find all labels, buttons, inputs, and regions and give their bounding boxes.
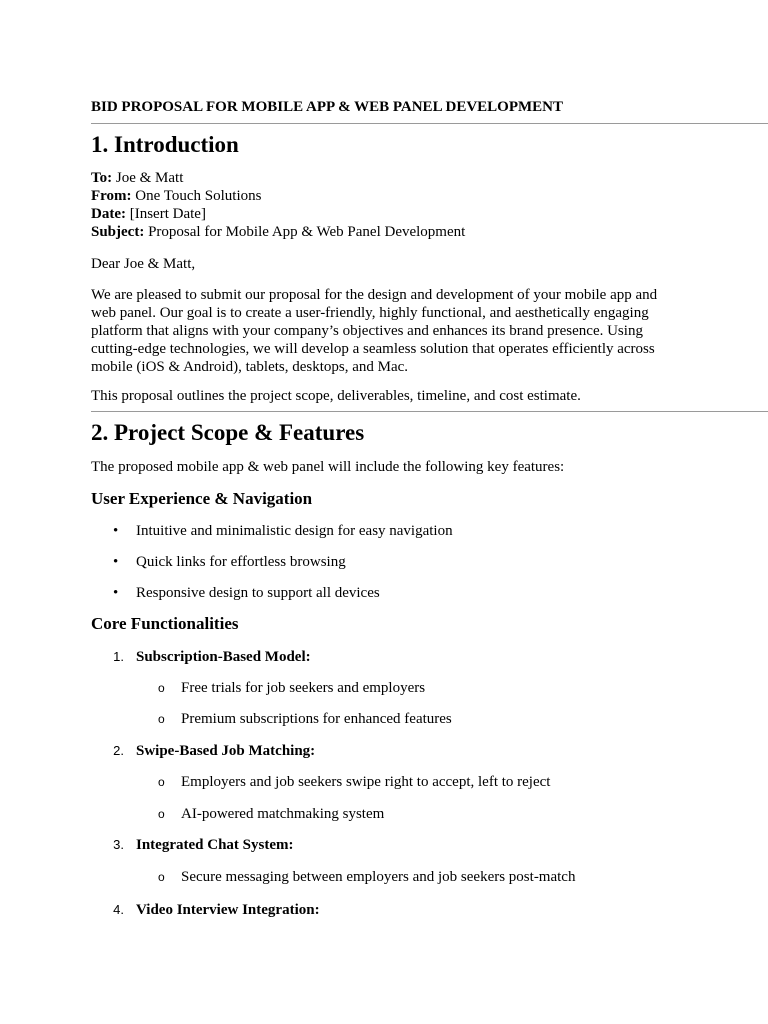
memo-from-label: From:	[91, 188, 132, 204]
sub-list-item: AI-powered matchmaking system	[181, 806, 385, 822]
sub-list-item: Employers and job seekers swipe right to accept, left to reject	[181, 774, 551, 790]
memo-subject-value: Proposal for Mobile App & Web Panel Development	[144, 224, 466, 240]
memo-subject	[91, 223, 465, 241]
section-heading-scope: 2. Project Scope & Features	[91, 420, 365, 445]
sub-list-item: Free trials for job seekers and employers	[181, 680, 426, 696]
section-heading-introduction: 1. Introduction	[91, 132, 239, 157]
memo-date-label: Date:	[91, 206, 126, 222]
sub-bullet-marker: o	[158, 712, 165, 726]
horizontal-rule	[91, 411, 768, 412]
sub-list-item: Secure messaging between employers and job seekers post-match	[181, 869, 576, 885]
list-number: 3.	[113, 837, 124, 852]
list-item: Responsive design to support all devices	[136, 585, 380, 601]
memo-to	[91, 169, 465, 187]
bullet-marker: •	[113, 554, 119, 570]
sub-bullet-marker: o	[158, 681, 165, 695]
memo-date	[91, 205, 465, 223]
memo-date-value: [Insert Date]	[125, 206, 206, 222]
list-number: 4.	[113, 902, 124, 917]
memo-from-value: One Touch Solutions	[131, 188, 262, 204]
memo-subject-label: Subject:	[91, 224, 145, 240]
sub-bullet-marker: o	[158, 775, 165, 789]
list-item: Intuitive and minimalistic design for easy navigation	[136, 523, 453, 539]
sub-bullet-marker: o	[158, 807, 165, 821]
salutation: Dear Joe & Matt,	[91, 256, 196, 272]
subheading-core-functionalities: Core Functionalities	[91, 614, 239, 633]
list-number: 2.	[113, 743, 124, 758]
list-item-title: Swipe-Based Job Matching:	[136, 743, 316, 759]
sub-bullet-marker: o	[158, 870, 165, 884]
memo-from	[91, 187, 465, 205]
bullet-marker: •	[113, 585, 119, 601]
list-item-title: Integrated Chat System:	[136, 837, 294, 853]
list-item: Quick links for effortless browsing	[136, 554, 346, 570]
intro-paragraph: We are pleased to submit our proposal for the design and development of your mobile app and web panel. Our goal is to create a user-friendly, highly functional, and aesthetically engaging platform that aligns with your company’s objectives and enhances its brand presence. Using cutting-edge technologies, we will develop a seamless solution that operates efficiently across mobile (iOS & Android), tablets, desktops, and Mac.	[91, 287, 658, 375]
horizontal-rule	[91, 123, 768, 124]
memo-to-label: To:	[91, 170, 113, 186]
document-title: BID PROPOSAL FOR MOBILE APP & WEB PANEL DEVELOPMENT	[91, 99, 564, 115]
sub-list-item: Premium subscriptions for enhanced features	[181, 711, 452, 727]
list-item-title: Video Interview Integration:	[136, 902, 320, 918]
bullet-marker: •	[113, 523, 119, 539]
scope-intro: The proposed mobile app & web panel will include the following key features:	[91, 459, 565, 475]
memo-header	[91, 169, 465, 241]
list-item-title: Subscription-Based Model:	[136, 649, 311, 665]
outline-paragraph: This proposal outlines the project scope, deliverables, timeline, and cost estimate.	[91, 388, 581, 404]
subheading-user-experience: User Experience & Navigation	[91, 489, 313, 508]
list-number: 1.	[113, 649, 124, 664]
memo-to-value: Joe & Matt	[112, 170, 184, 186]
